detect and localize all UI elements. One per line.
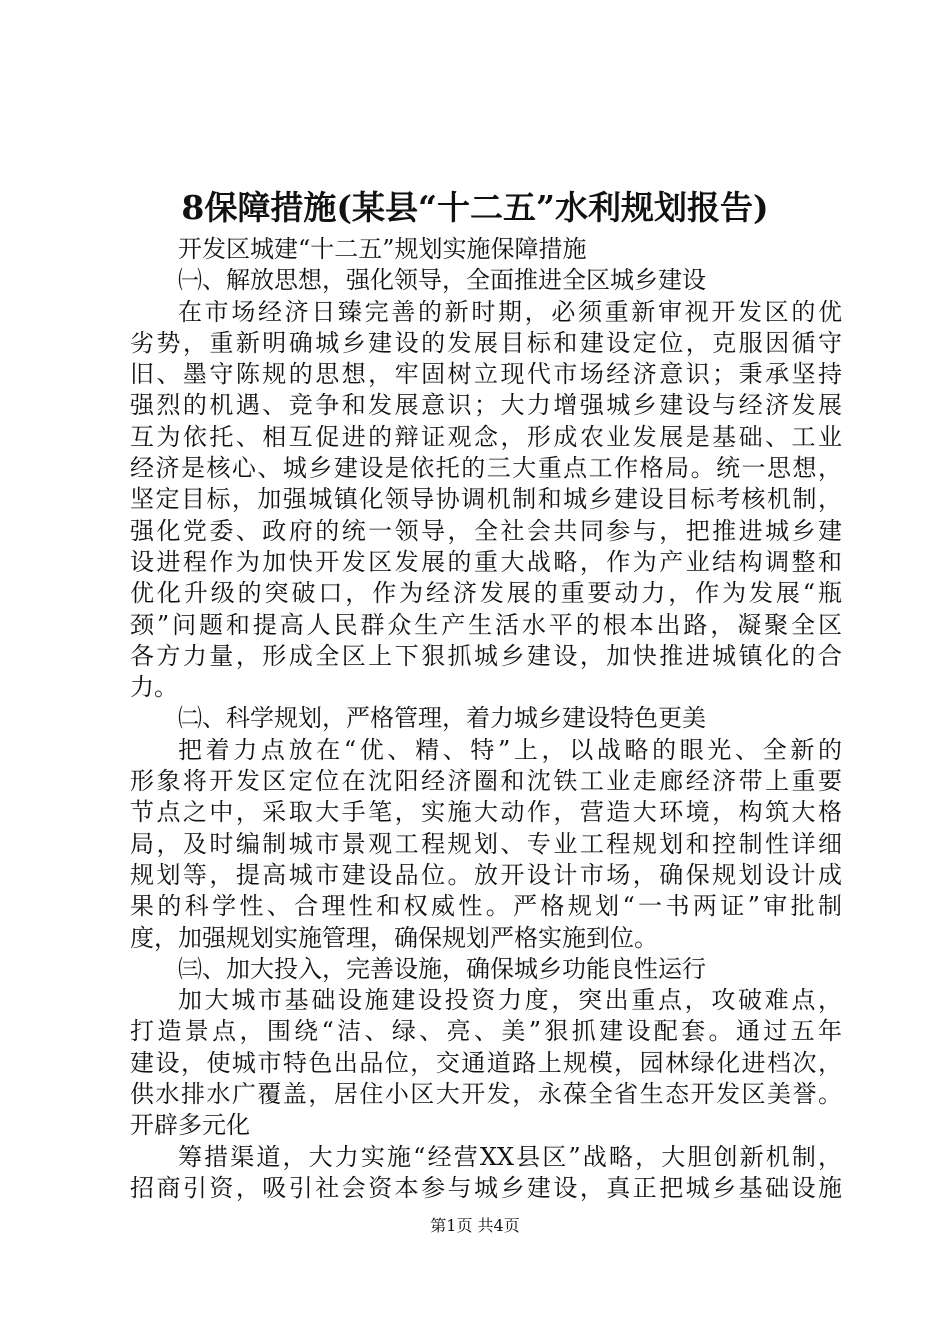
paragraph-line: 度，加强规划实施管理，确保规划严格实施到位。: [130, 923, 658, 952]
section-heading: 开发区城建“十二五”规划实施保障措施: [178, 235, 587, 263]
paragraph-line: 供水排水广覆盖，居住小区大开发，永葆全省生态开发区美誉。: [130, 1080, 842, 1109]
section-heading: ㈠、解放思想，强化领导，全面推进全区城乡建设: [178, 266, 706, 295]
document-body: [130, 234, 842, 1204]
paragraph-line: 果的科学性、合理性和权威性。严格规划“一书两证”审批制: [130, 892, 842, 921]
paragraph-line: 把着力点放在“优、精、特”上，以战略的眼光、全新的: [178, 735, 842, 764]
paragraph-line: 优化升级的突破口，作为经济发展的重要动力，作为发展“瓶: [130, 579, 842, 608]
paragraph-line: 开辟多元化: [130, 1111, 250, 1140]
paragraph-line: 打造景点，围绕“洁、绿、亮、美”狠抓建设配套。通过五年: [130, 1017, 842, 1046]
paragraph-line: 强化党委、政府的统一领导，全社会共同参与，把推进城乡建: [130, 516, 842, 545]
paragraph-line: 建设，使城市特色出品位，交通道路上规模，园林绿化进档次，: [130, 1048, 842, 1077]
paragraph-line: 各方力量，形成全区上下狠抓城乡建设，加快推进城镇化的合: [130, 641, 842, 670]
paragraph-line: 局，及时编制城市景观工程规划、专业工程规划和控制性详细: [130, 829, 842, 858]
paragraph-line: 在市场经济日臻完善的新时期，必须重新审视开发区的优: [178, 297, 842, 326]
paragraph-line: 节点之中，采取大手笔，实施大动作，营造大环境，构筑大格: [130, 798, 842, 827]
paragraph-line: 规划等，提高城市建设品位。放开设计市场，确保规划设计成: [130, 860, 842, 889]
paragraph-line: 劣势，重新明确城乡建设的发展目标和建设定位，克服因循守: [130, 328, 842, 357]
paragraph-line: 经济是核心、城乡建设是依托的三大重点工作格局。统一思想，: [130, 454, 842, 483]
paragraph-line: 加大城市基础设施建设投资力度，突出重点，攻破难点，: [178, 986, 842, 1015]
page-number: 第1页 共4页: [430, 1216, 520, 1235]
paragraph-line: 颈”问题和提高人民群众生产生活水平的根本出路，凝聚全区: [130, 610, 842, 639]
paragraph-line: 力。: [130, 673, 178, 702]
paragraph-line: 坚定目标，加强城镇化领导协调机制和城乡建设目标考核机制，: [130, 485, 842, 514]
paragraph-line: 设进程作为加快开发区发展的重大战略，作为产业结构调整和: [130, 547, 842, 576]
paragraph-line: 旧、墨守陈规的思想，牢固树立现代市场经济意识；秉承坚持: [130, 360, 842, 389]
section-heading: ㈡、科学规划，严格管理，着力城乡建设特色更美: [178, 704, 706, 733]
paragraph-line: 强烈的机遇、竞争和发展意识；大力增强城乡建设与经济发展: [130, 391, 842, 420]
paragraph-line: 互为依托、相互促进的辩证观念，形成农业发展是基础、工业: [130, 422, 842, 451]
paragraph-line: 形象将开发区定位在沈阳经济圈和沈铁工业走廊经济带上重要: [130, 767, 842, 796]
document-title: 8保障措施(某县“十二五”水利规划报告): [181, 188, 769, 227]
section-heading: ㈢、加大投入，完善设施，确保城乡功能良性运行: [178, 954, 706, 983]
paragraph-line: 招商引资，吸引社会资本参与城乡建设，真正把城乡基础设施: [130, 1173, 842, 1202]
paragraph-line: 筹措渠道，大力实施“经营XX县区”战略，大胆创新机制，: [178, 1142, 842, 1171]
